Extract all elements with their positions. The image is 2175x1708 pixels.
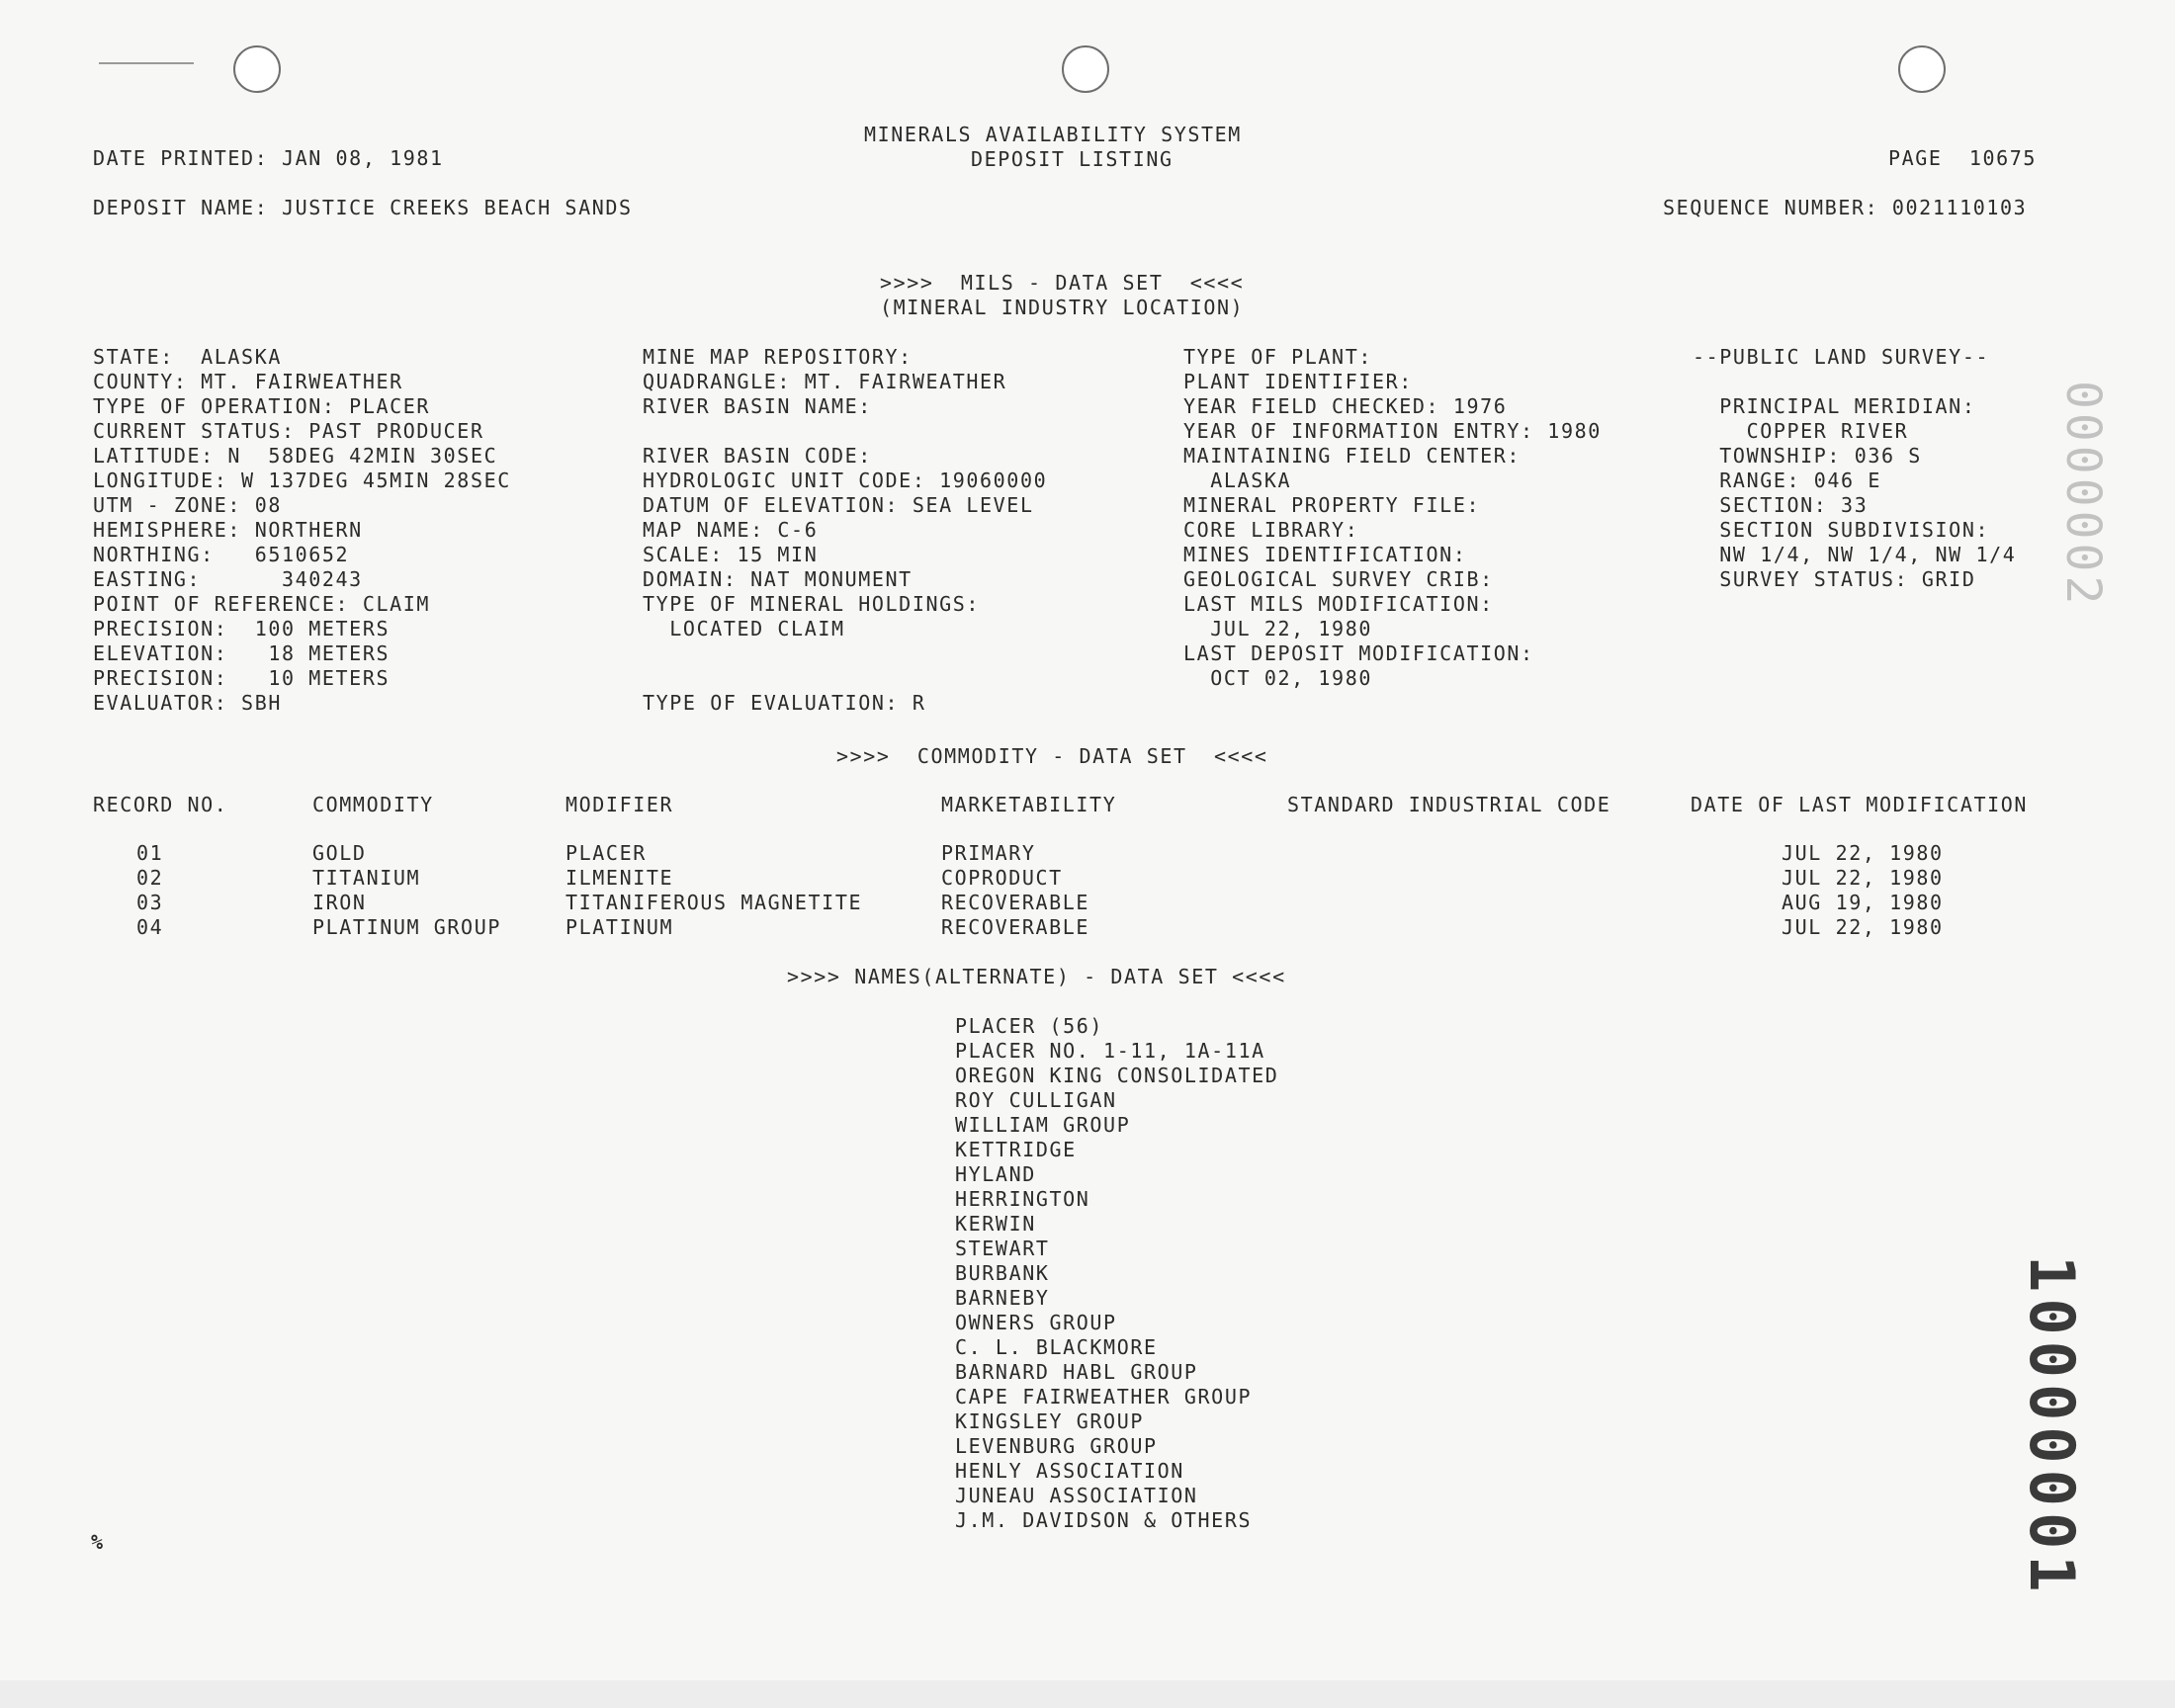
list-item: STEWART [955,1237,1050,1260]
mils-field: DATUM OF ELEVATION: SEA LEVEL [643,493,1034,517]
mils-field: HYDROLOGIC UNIT CODE: 19060000 [643,469,1048,492]
mils-field: MAP NAME: C-6 [643,518,819,542]
list-item: KERWIN [955,1212,1036,1236]
mils-field: MINE MAP REPOSITORY: [643,345,913,369]
list-item: KETTRIDGE [955,1138,1077,1161]
cell-modifier: PLACER [566,841,647,865]
cell-commodity: TITANIUM [312,866,421,890]
col-header-date: DATE OF LAST MODIFICATION [1691,793,2029,816]
survey-field: SURVEY STATUS: GRID [1693,567,1976,591]
list-item: KINGSLEY GROUP [955,1409,1144,1433]
list-item: JUNEAU ASSOCIATION [955,1484,1198,1507]
cell-modifier: ILMENITE [566,866,674,890]
mils-field: GEOLOGICAL SURVEY CRIB: [1183,567,1494,591]
mils-field: POINT OF REFERENCE: CLAIM [93,592,431,616]
cell-date: AUG 19, 1980 [1782,891,1944,914]
cell-date: JUL 22, 1980 [1782,841,1944,865]
mils-field: MINES IDENTIFICATION: [1183,543,1467,566]
list-item: HENLY ASSOCIATION [955,1459,1184,1483]
mils-field: QUADRANGLE: MT. FAIRWEATHER [643,370,1007,393]
cell-date: JUL 22, 1980 [1782,915,1944,939]
mils-field: CURRENT STATUS: PAST PRODUCER [93,419,484,443]
cell-commodity: IRON [312,891,367,914]
cell-record: 04 [136,915,164,939]
survey-field: PRINCIPAL MERIDIAN: [1693,394,1976,418]
list-item: J.M. DAVIDSON & OTHERS [955,1508,1253,1532]
sequence-number: SEQUENCE NUMBER: 0021110103 [1663,196,2028,219]
names-heading: >>>> NAMES(ALTERNATE) - DATA SET <<<< [787,965,1286,988]
mils-field: CORE LIBRARY: [1183,518,1359,542]
mils-field: MAINTAINING FIELD CENTER: [1183,444,1522,468]
list-item: C. L. BLACKMORE [955,1335,1158,1359]
cell-marketability: PRIMARY [941,841,1036,865]
col-header-modifier: MODIFIER [566,793,674,816]
col-header-record: RECORD NO. [93,793,228,816]
system-title: MINERALS AVAILABILITY SYSTEM [864,123,1242,146]
mils-field: DOMAIN: NAT MONUMENT [643,567,913,591]
mils-field: PRECISION: 10 METERS [93,666,391,690]
mils-field: UTM - ZONE: 08 [93,493,282,517]
commodity-heading: >>>> COMMODITY - DATA SET <<<< [836,744,1268,768]
cell-modifier: PLATINUM [566,915,674,939]
deposit-name: DEPOSIT NAME: JUSTICE CREEKS BEACH SANDS [93,196,633,219]
mils-field [643,641,1047,666]
listing-title: DEPOSIT LISTING [971,147,1174,171]
mils-field: TYPE OF OPERATION: PLACER [93,394,431,418]
cell-commodity: GOLD [312,841,367,865]
date-printed: DATE PRINTED: JAN 08, 1981 [93,146,444,170]
mils-field: LAST MILS MODIFICATION: [1183,592,1494,616]
survey-field: TOWNSHIP: 036 S [1693,444,1922,468]
survey-field: SECTION SUBDIVISION: [1693,518,1990,542]
mils-field: OCT 02, 1980 [1183,666,1372,690]
mils-field: JUL 22, 1980 [1183,617,1372,640]
mils-field: TYPE OF EVALUATION: R [643,691,926,715]
mils-field: LONGITUDE: W 137DEG 45MIN 28SEC [93,469,511,492]
mils-field: ELEVATION: 18 METERS [93,641,391,665]
punch-hole-right [1898,45,1946,93]
mils-field: ALASKA [1183,469,1292,492]
mils-field: MINERAL PROPERTY FILE: [1183,493,1481,517]
list-item: HERRINGTON [955,1187,1090,1211]
public-land-survey [1693,345,2016,592]
survey-field: --PUBLIC LAND SURVEY-- [1693,345,1990,369]
faint-frame-stamp: 0000002 [2055,381,2111,609]
list-item: BARNEBY [955,1286,1050,1310]
mils-field: LAST DEPOSIT MODIFICATION: [1183,641,1534,665]
cell-record: 01 [136,841,164,865]
cell-marketability: RECOVERABLE [941,915,1090,939]
mils-field: STATE: ALASKA [93,345,282,369]
cell-modifier: TITANIFEROUS MAGNETITE [566,891,863,914]
mils-subheading: (MINERAL INDUSTRY LOCATION) [880,296,1245,319]
punch-hole-left [233,45,281,93]
mils-field: HEMISPHERE: NORTHERN [93,518,363,542]
mils-field: LATITUDE: N 58DEG 42MIN 30SEC [93,444,498,468]
cell-marketability: RECOVERABLE [941,891,1090,914]
percent-mark: % [91,1530,105,1554]
mils-field: EASTING: 340243 [93,567,363,591]
list-item: PLACER NO. 1-11, 1A-11A [955,1039,1265,1063]
mils-field: RIVER BASIN NAME: [643,394,872,418]
list-item: ROY CULLIGAN [955,1088,1117,1112]
col-header-marketability: MARKETABILITY [941,793,1117,816]
col-header-sic: STANDARD INDUSTRIAL CODE [1287,793,1611,816]
cell-record: 02 [136,866,164,890]
mils-field: TYPE OF PLANT: [1183,345,1372,369]
mils-column-location [93,345,511,716]
list-item: WILLIAM GROUP [955,1113,1131,1137]
survey-field [1693,370,2016,394]
mils-field: EVALUATOR: SBH [93,691,282,715]
punch-hole-center [1062,45,1109,93]
mils-field [643,666,1047,691]
mils-field: PRECISION: 100 METERS [93,617,391,640]
mils-field: SCALE: 15 MIN [643,543,819,566]
mils-field: TYPE OF MINERAL HOLDINGS: [643,592,981,616]
mils-field: NORTHING: 6510652 [93,543,350,566]
survey-field: SECTION: 33 [1693,493,1869,517]
page-number: PAGE 10675 [1888,146,2038,170]
list-item: BURBANK [955,1261,1050,1285]
survey-field: NW 1/4, NW 1/4, NW 1/4 [1693,543,2017,566]
mils-heading: >>>> MILS - DATA SET <<<< [880,271,1245,295]
list-item: BARNARD HABL GROUP [955,1360,1198,1384]
list-item: OREGON KING CONSOLIDATED [955,1064,1279,1087]
mils-field: RIVER BASIN CODE: [643,444,872,468]
mils-field: YEAR FIELD CHECKED: 1976 [1183,394,1508,418]
cell-date: JUL 22, 1980 [1782,866,1944,890]
list-item: PLACER (56) [955,1014,1104,1038]
pen-mark [99,62,194,64]
list-item: HYLAND [955,1162,1036,1186]
cell-commodity: PLATINUM GROUP [312,915,501,939]
list-item: OWNERS GROUP [955,1311,1117,1334]
mils-column-map [643,345,1047,716]
cell-record: 03 [136,891,164,914]
mils-field [643,419,1047,444]
mils-field: PLANT IDENTIFIER: [1183,370,1413,393]
alternate-names-list [955,1014,1278,1533]
survey-field: RANGE: 046 E [1693,469,1881,492]
list-item: LEVENBURG GROUP [955,1434,1158,1458]
col-header-commodity: COMMODITY [312,793,434,816]
cell-marketability: COPRODUCT [941,866,1063,890]
mils-field: YEAR OF INFORMATION ENTRY: 1980 [1183,419,1602,443]
list-item: CAPE FAIRWEATHER GROUP [955,1385,1253,1409]
frame-number-stamp: 10000001 [2016,1255,2088,1598]
survey-field: COPPER RIVER [1693,419,1909,443]
mils-column-plant [1183,345,1602,691]
mils-field: LOCATED CLAIM [643,617,845,640]
mils-field: COUNTY: MT. FAIRWEATHER [93,370,403,393]
